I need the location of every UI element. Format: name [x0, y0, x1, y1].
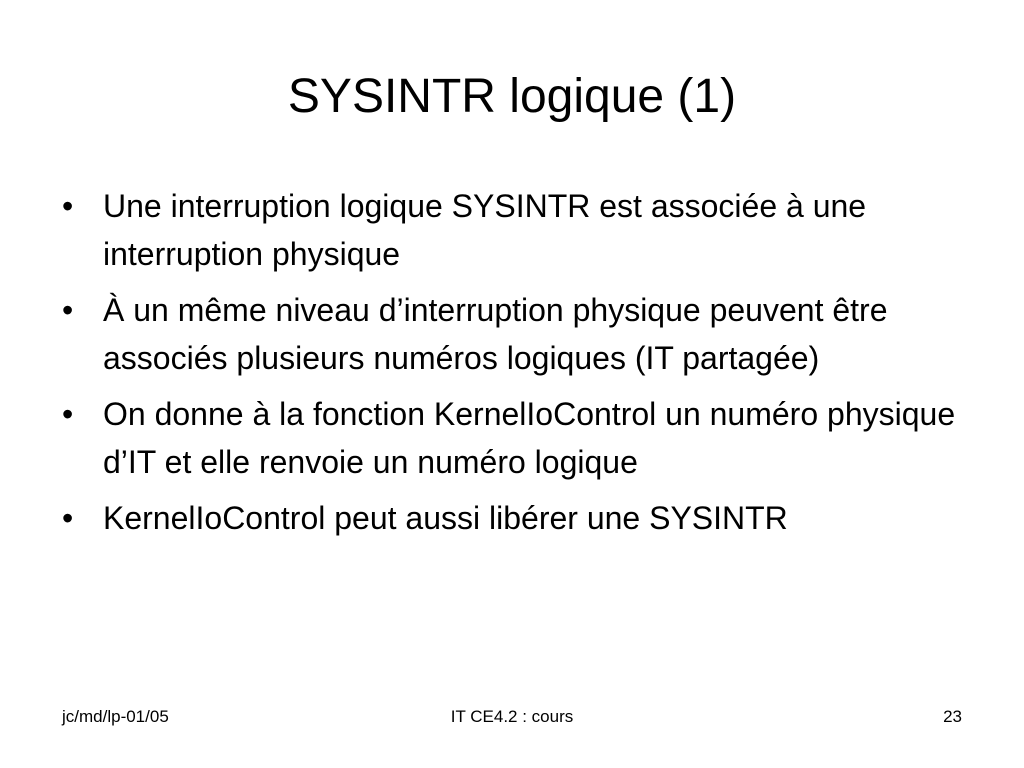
bullet-icon: • — [62, 500, 74, 536]
bullet-icon: • — [62, 292, 74, 328]
slide-title: SYSINTR logique (1) — [287, 70, 737, 123]
footer-course: IT CE4.2 : cours — [450, 707, 574, 726]
bullet-item — [62, 287, 992, 382]
bullet-item — [62, 391, 992, 486]
bullet-text: On donne à la fonction KernelIoControl un numéro physique d’IT et elle renvoie un numéro logique — [103, 396, 956, 480]
bullet-item — [62, 183, 992, 278]
bullet-text: À un même niveau d’interruption physique peuvent être associés plusieurs numéros logiques (IT partagée) — [103, 292, 888, 376]
bullet-item — [62, 495, 992, 543]
bullet-icon: • — [62, 188, 74, 224]
bullet-icon: • — [62, 396, 74, 432]
bullet-text: Une interruption logique SYSINTR est associée à une interruption physique — [103, 188, 867, 272]
bullet-text: KernelIoControl peut aussi libérer une SYSINTR — [103, 500, 788, 536]
bullet-list — [62, 183, 992, 552]
footer-page-number: 23 — [943, 707, 962, 726]
footer-author: jc/md/lp-01/05 — [62, 707, 169, 726]
